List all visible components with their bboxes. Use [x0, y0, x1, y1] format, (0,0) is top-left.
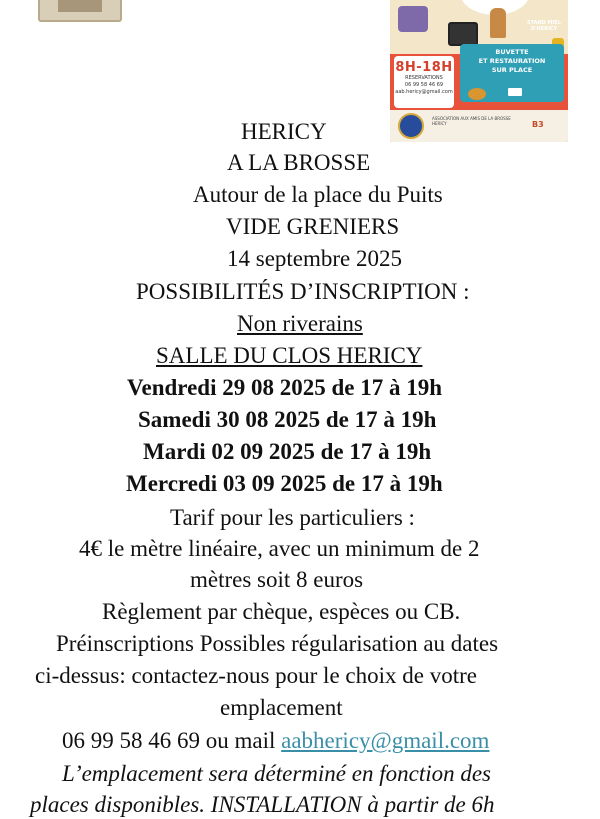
poster-reservations-label: RESERVATIONS	[405, 75, 443, 81]
prereg-line-1: Préinscriptions Possibles régularisation au dates	[56, 631, 499, 656]
poster-phone: 06 99 58 46 69	[404, 82, 444, 88]
note-line-1: L’emplacement sera déterminé en fonction des	[62, 761, 492, 786]
tv-icon	[448, 22, 478, 46]
poster-buvette-line3: SUR PLACE	[491, 66, 533, 74]
poster-buvette-line2: ET RESTAURATION	[478, 57, 546, 65]
ticket-icon	[508, 88, 522, 96]
prereg-line-3: emplacement	[220, 695, 343, 720]
rate-line-1: 4€ le mètre linéaire, avec un minimum de 2	[79, 536, 480, 561]
rate-heading: Tarif pour les particuliers :	[170, 505, 415, 530]
contact-email-link[interactable]: aabhericy@gmail.com	[281, 728, 490, 753]
registration-heading: POSSIBILITÉS D’INSCRIPTION :	[136, 279, 470, 304]
food-icon	[468, 88, 486, 100]
hamlet-heading: A LA BROSSE	[227, 150, 371, 175]
contact-phone-text: 06 99 58 46 69 ou mail	[62, 728, 282, 753]
poster-buvette-line1: BUVETTE	[495, 48, 529, 56]
contact-line	[62, 727, 489, 755]
session-item: Samedi 30 08 2025 de 17 à 19h	[138, 407, 437, 432]
poster-stand-text: STAND MIEL D'HERICY	[526, 20, 561, 32]
session-item: Mardi 02 09 2025 de 17 à 19h	[143, 439, 432, 464]
poster-email: aab.hericy@gmail.com	[395, 89, 453, 95]
poster-footer-logo: B3	[532, 120, 544, 129]
event-date: 14 septembre 2025	[227, 246, 403, 271]
payment-text: Règlement par chèque, espèces ou CB.	[102, 599, 461, 624]
venue-label: SALLE DU CLOS HERICY	[156, 343, 423, 368]
place-text: Autour de la place du Puits	[193, 182, 443, 207]
organizer-logo	[38, 0, 122, 22]
audience-label: Non riverains	[237, 311, 363, 336]
session-item: Mercredi 03 09 2025 de 17 à 19h	[126, 471, 443, 496]
event-poster-image	[390, 0, 568, 142]
poster-hours: 8H-18H	[395, 60, 453, 75]
prereg-line-2: ci-dessus: contactez-nous pour le choix de votre	[35, 663, 477, 688]
clothes-rack-icon	[398, 6, 428, 32]
rate-line-2: mètres soit 8 euros	[190, 567, 364, 592]
poster-hours-box	[394, 56, 454, 108]
town-heading: HERICY	[241, 119, 327, 144]
event-title: VIDE GRENIERS	[226, 214, 400, 239]
poster-association-text: ASSOCIATION AUX AMIS DE LA BROSSE HERICY	[432, 116, 511, 126]
session-item: Vendredi 29 08 2025 de 17 à 19h	[127, 375, 443, 400]
note-line-2: places disponibles. INSTALLATION à partir de 6h	[30, 792, 495, 817]
lamp-icon	[490, 8, 506, 38]
association-badge-icon	[398, 113, 424, 139]
